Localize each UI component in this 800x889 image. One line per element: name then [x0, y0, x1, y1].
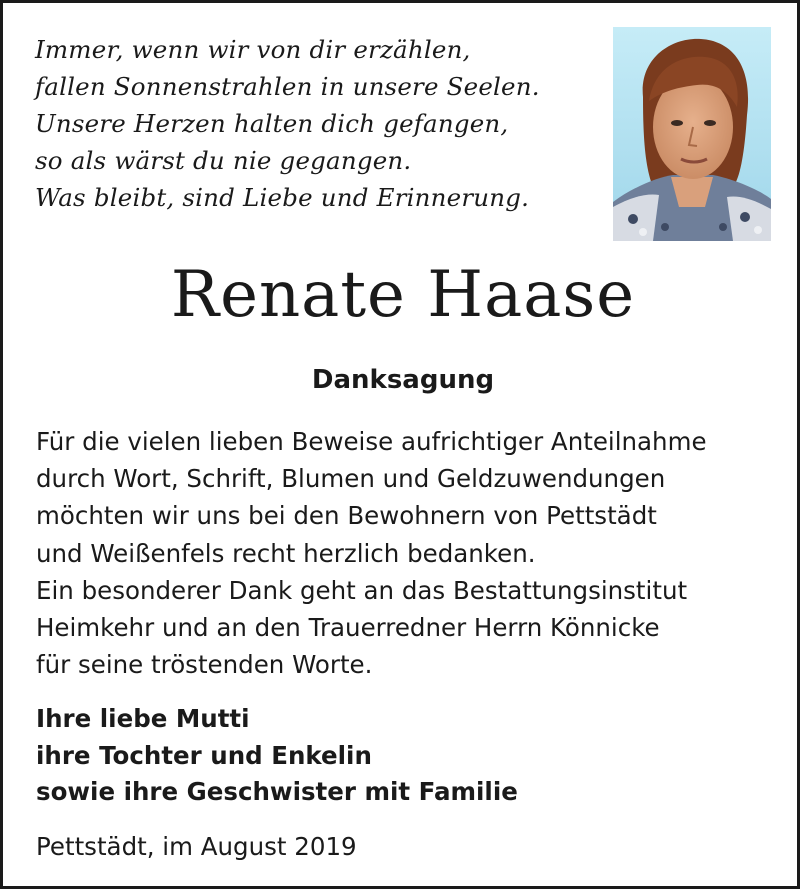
- body-line: Ein besonderer Dank geht an das Bestattungsinstitut: [36, 575, 688, 605]
- poem-line: Immer, wenn wir von dir erzählen,: [35, 35, 471, 64]
- poem-line: fallen Sonnenstrahlen in unsere Seelen.: [35, 72, 540, 101]
- deceased-name: Renate Haase: [170, 258, 636, 332]
- poem-line: Was bleibt, sind Liebe und Erinnerung.: [35, 183, 530, 212]
- body-line: Heimkehr und an den Trauerredner Herrn Könnicke: [36, 613, 660, 643]
- signer-line: ihre Tochter und Enkelin: [36, 740, 372, 770]
- poem-line: so als wärst du nie gegangen.: [35, 146, 412, 175]
- body-line: möchten wir uns bei den Bewohnern von Pettstädt: [36, 501, 657, 531]
- body-line: durch Wort, Schrift, Blumen und Geldzuwendungen: [36, 464, 666, 494]
- body-line: und Weißenfels recht herzlich bedanken.: [36, 538, 536, 568]
- portrait-photo: [613, 27, 771, 241]
- memorial-poem: [35, 31, 595, 216]
- signer-line: sowie ihre Geschwister mit Familie: [36, 777, 518, 806]
- portrait-photo-image: [613, 27, 771, 241]
- section-heading: Danksagung: [311, 365, 495, 395]
- poem-line: Unsere Herzen halten dich gefangen,: [35, 109, 509, 138]
- signer-line: Ihre liebe Mutti: [36, 704, 250, 733]
- place-and-date: Pettstädt, im August 2019: [36, 832, 357, 861]
- thanks-text: [36, 423, 786, 683]
- body-line: Für die vielen lieben Beweise aufrichtiger Anteilnahme: [36, 427, 707, 456]
- signers-block: [36, 701, 776, 811]
- body-line: für seine tröstenden Worte.: [36, 650, 373, 680]
